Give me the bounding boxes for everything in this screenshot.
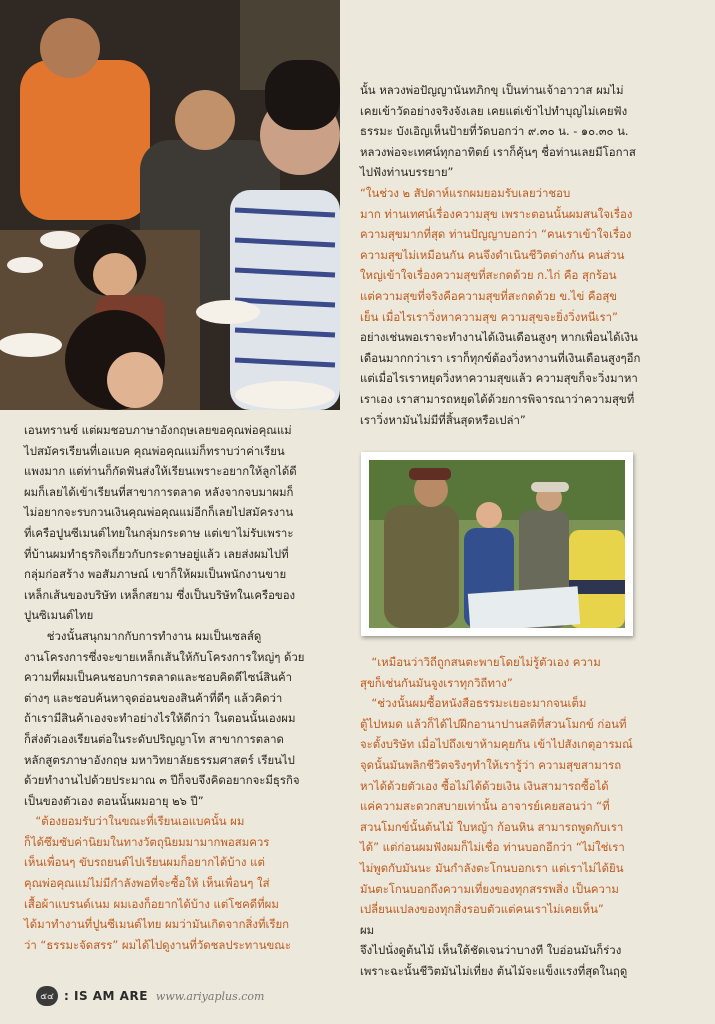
- quote-paragraph: “ในช่วง ๒ สัปดาห์แรกผมยอมรับเลยว่าชอบ มาก ท่านเทศน์เรื่องความสุข เพราะตอนนั้นผมสนใจเรื่อง ความสุขมากที่สุด ท่านปัญญาบอกว่า “คนเราเข้าใจเรื่อง ความสุขไม่เหมือนกัน คนจึงดำเนินชีวิตต่างกัน คนส่วน ใหญ่เข้าใจเรื่องความสุขที่สะกดด้วย ก.ไก่ คือ สุกร้อน แต่ความสุขที่จริงคือความสุขที่สะกดด้วย ข.ไข่ คือสุข เย็น เมื่อไรเราวิ่งหาความสุข ความสุขจะยิ่งวิ่งหนีเรา”: [360, 185, 633, 324]
- paragraph: ผม จึงไปนั่งดูต้นไม้ เห็นใต้ชัดเจนว่าบางที ใบอ่อนมันก็ร่วง เพราะฉะนั้นชีวิตมันไม่เที่ยง ต้นไม้จะแข็งแรงที่สุดในฤดู: [360, 922, 628, 978]
- quote-paragraph: “เหมือนว่าวิถีถูกสนตะพายโดยไม่รู้ตัวเอง ความ สุขก็เช่นกันมันจูงเราทุกวิถีทาง”: [360, 655, 601, 690]
- photo-field-team-inner: [369, 460, 625, 628]
- article-column-right-top: [360, 80, 690, 430]
- photo-field-team-illustration: [369, 460, 625, 628]
- quote-paragraph: “ต้องยอมรับว่าในขณะที่เรียนเอแบคนั้น ผม ก็ได้ซึมซับค่านิยมในทางวัตถุนิยมมามากพอสมควร เห็นเพื่อนๆ ขับรถยนต์ไปเรียนผมก็อยากได้บ้าง แต่ คุณพ่อคุณแม่ไม่มีกำลังพอที่จะซื้อให้ เห็นเพื่อนๆ ใส่ เสื้อผ้าแบรนด์เนม ผมเองก็อยากได้บ้าง แต่โชคดีที่ผม ได้มาทำงานที่ปูนซีเมนต์ไทย ผมว่ามันเกิดจากสิ่งที่เรียก ว่า “ธรรมะจัดสรร” ผมได้ไปดูงานที่วัดชลประทานขณะ: [24, 814, 291, 952]
- paragraph: นั้น หลวงพ่อปัญญานันทภิกขุ เป็นท่านเจ้าอาวาส ผมไม่ เคยเข้าวัดอย่างจริงจังเลย เคยแต่เข้าไปทำบุญไม่เคยฟัง ธรรมะ บังเอิญเห็นป้ายที่วัดบอกว่า ๙.๓๐ น. - ๑๐.๓๐ น. หลวงพ่อจะเทศน์ทุกอาทิตย์ เราก็คุ้นๆ ชื่อท่านเลยมีโอกาส ไปฟังท่านบรรยาย”: [360, 83, 636, 180]
- paragraph: ช่วงนั้นสนุกมากกับการทำงาน ผมเป็นเซลส์ดู งานโครงการซึ่งจะขายเหล็กเส้นให้กับโครงการใหญ่ๆ ด้วย ความที่ผมเป็นคนชอบการตลาดและชอบคิดดีไซน์สินค้า ต่างๆ และชอบค้นหาจุดอ่อนของสินค้าที่ดีๆ แล้วคิดว่า ถ้าเรามีสินค้าเองจะทำอย่างไรให้ดีกว่า ในตอนนั้นเองผม ก็ส่งตัวเองเรียนต่อในระดับปริญญาโท สาขาการตลาด หลักสูตรภาษาอังกฤษ มหาวิทยาลัยธรรมศาสตร์ เรียนไป ด้วยทำงานไปด้วยประมาณ ๓ ปีก็จบจึงคิดอยากจะมีธุรกิจ เป็นของตัวเอง ตอนนั้นผมอายุ ๒๖ ปี”: [24, 628, 305, 808]
- paragraph: เอนทรานซ์ แต่ผมชอบภาษาอังกฤษเลยขอคุณพ่อคุณแม่ ไปสมัครเรียนที่เอแบค คุณพ่อคุณแม่ก็ทราบว่าค่าเรียน แพงมาก แต่ท่านก็กัดฟันส่งให้เรียนเพราะอยากให้ลูกได้ดี ผมก็เลยได้เข้าเรียนที่สาขาการตลาด หลังจากจบมาผมก็ ไม่อยากจะรบกวนเงินคุณพ่อคุณแม่อีกก็เลยไปสมัครงาน ที่เครือปูนซีเมนต์ไทยในกลุ่มกระดาษ แต่เขาไม่รับเพราะ ที่บ้านผมทำธุรกิจเกี่ยวกับกระดาษอยู่แล้ว เลยส่งผมไปที่ กลุ่มก่อสร้าง พอสัมภาษณ์ เขาก็ให้ผมเป็นพนักงานขาย เหล็กเส้นของบริษัท เหล็กสยาม ซึ่งเป็นบริษัทในเครือของ ปูนซิเมนต์ไทย: [24, 423, 297, 623]
- magazine-brand: : IS AM ARE: [64, 989, 148, 1003]
- photo-group-sharing-food: [0, 0, 340, 410]
- article-column-left: [24, 420, 340, 955]
- page-footer: [36, 985, 264, 1007]
- photo-field-team-with-map: [361, 452, 633, 636]
- paragraph: อย่างเช่นพอเราจะทำงานได้เงินเดือนสูงๆ หากเพื่อนได้เงิน เดือนมากกว่าเรา เราก็ทุกข์ต้องวิ่งหางานที่เงินเดือนสูงๆอีก แต่เมื่อไรเราหยุดวิ่งหาความสุขแล้ว ความสุขก็จะวิ่งมาหา เราเอง เราสามารถหยุดได้ด้วยการพิจารณาว่าความสุขที่ เราวิ่งหามันไม่มีที่สิ้นสุดหรือเปล่า”: [360, 330, 641, 427]
- article-column-right-bottom: [360, 652, 680, 982]
- page-number-badge: ๕๔: [36, 986, 58, 1006]
- quote-paragraph: “ช่วงนั้นผมซื้อหนังสือธรรมะเยอะมากจนเต็ม ตู้ไปหมด แล้วก็ได้ไปฝึกอานาปานสติที่สวนโมกข์ ก่อนที่ จะตั้งบริษัท เมื่อไปถึงเขาห้ามคุยกัน เข้าไปสังเกตุอารมณ์ จุดนั้นมันพลิกชีวิตจริงๆทำให้เรารู้ว่า ความสุขสามารถ หาได้ด้วยตัวเอง ซื้อไม่ได้ด้วยเงิน เงินสามารถซื้อได้ แค่ความสะดวกสบายเท่านั้น อาจารย์เคยสอนว่า “ที่ สวนโมกข์นั้นต้นไม้ ใบหญ้า ก้อนหิน สามารถพูดกับเรา ได้” แต่ก่อนผมฟังผมก็ไม่เชื่อ ท่านบอกอีกว่า “ไม่ใช่เรา ไม่พูดกับมันนะ มันกำลังตะโกนบอกเรา แต่เราไม่ได้ยิน มันตะโกนบอกถึงความเที่ยงของทุกสรรพสิ่ง เป็นความ เปลี่ยนแปลงของทุกสิ่งรอบตัวแต่คนเราไม่เคยเห็น”: [360, 696, 633, 917]
- website-url[interactable]: www.ariyaplus.com: [155, 989, 265, 1003]
- photo-group-sharing-food-illustration: [0, 0, 340, 410]
